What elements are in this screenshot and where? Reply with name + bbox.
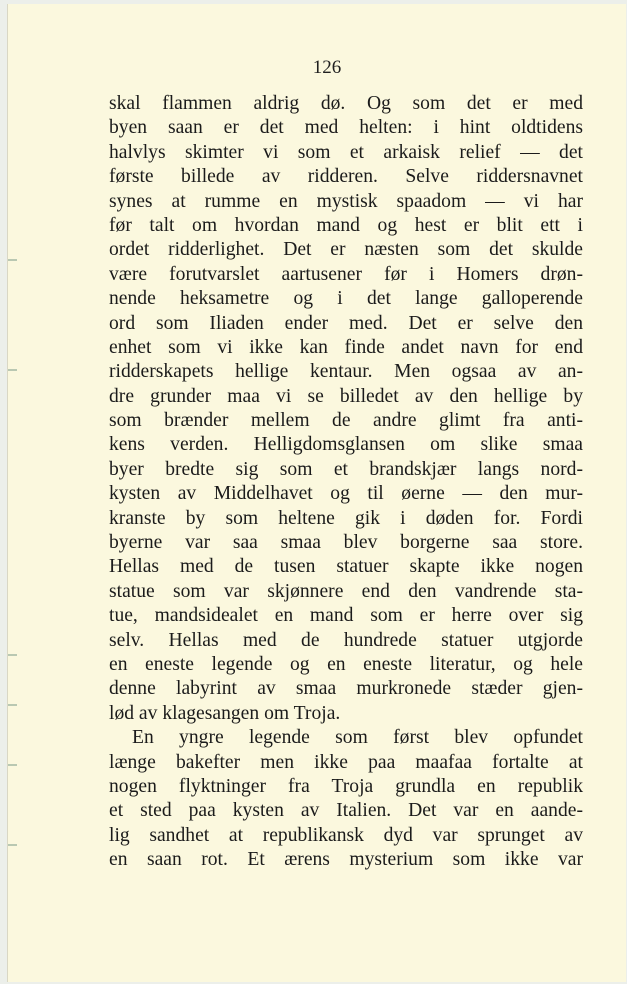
text-line: skal flammen aldrig dø. Og som det er med [109,93,583,114]
text-line: byerne var saa smaa blev borgerne saa store. [109,532,583,554]
text-line: byen saan er det med helten: i hint oldtidens [109,117,583,139]
text-line: ridderskapets hellige kentaur. Men ogsaa av an- [109,361,583,383]
scan-margin-mark [8,764,17,766]
text-line: en saan rot. Et ærens mysterium som ikke var [109,849,583,871]
text-line: nende heksametre og i det lange galloperende [109,288,583,310]
text-line: statue som var skjønnere end den vandrende sta- [109,580,583,602]
scan-margin-mark [8,369,17,371]
text-line: ord som Iliaden ender med. Det er selve den [109,312,583,334]
scan-margin-mark [8,844,17,846]
page-number: 126 [312,57,342,78]
text-line: et sted paa kysten av Italien. Det var en aande- [109,800,583,822]
text-line: tue, mandsidealet en mand som er herre over sig [109,605,583,627]
text-line: kens verden. Helligdomsglansen om slike smaa [109,434,583,456]
scan-margin-mark [8,259,17,261]
text-line: kranste by som heltene gik i døden for. Fordi [109,507,583,529]
body-text [109,92,583,873]
text-line: enhet som vi ikke kan finde andet navn for end [109,336,583,358]
text-line: dre grunder maa vi se billedet av den hellige by [109,385,583,407]
text-line-paragraph-end: lød av klagesangen om Troja. [109,702,341,724]
text-line: selv. Hellas med de hundrede statuer utgjorde [109,629,583,651]
text-line: før talt om hvordan mand og hest er blit ett i [109,214,583,236]
text-line: nogen flyktninger fra Troja grundla en republik [109,775,583,797]
text-line: ordet ridderlighet. Det er næsten som det skulde [109,239,583,261]
text-line: første billede av ridderen. Selve riddersnavnet [109,166,583,188]
text-line: synes at rumme en mystisk spaadom — vi har [109,190,583,212]
text-line: en eneste legende og en eneste literatur, og hele [109,653,583,675]
text-line: denne labyrint av smaa murkronede stæder gjen- [109,678,583,700]
text-line: være forutvarslet aartusener før i Homers drøn- [109,263,583,285]
text-line: som brænder mellem de andre glimt fra anti- [109,410,583,432]
scan-margin-mark [8,704,17,706]
text-line: kysten av Middelhavet og til øerne — den mur- [109,483,583,505]
text-line: længe bakefter men ikke paa maafaa fortalte at [109,751,583,773]
text-line: halvlys skimter vi som et arkaisk relief — det [109,141,583,163]
scan-margin-mark [8,654,17,656]
text-line: lig sandhet at republikansk dyd var sprunget av [109,824,583,846]
book-page [7,4,626,982]
text-line: Hellas med de tusen statuer skapte ikke nogen [109,556,583,578]
text-line-paragraph-start: En yngre legende som først blev opfundet [132,727,583,749]
text-line: byer bredte sig som et brandskjær langs nord- [109,458,583,480]
